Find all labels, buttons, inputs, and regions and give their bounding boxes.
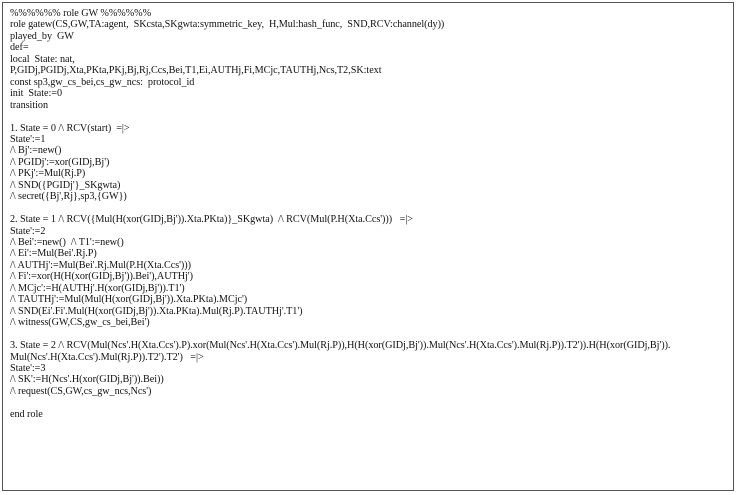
blank-line xyxy=(10,397,727,408)
code-line: def= xyxy=(10,42,29,54)
code-line: /\ AUTHj':=Mul(Bei'.Rj.Mul(P.H(Xta.Ccs'))) xyxy=(10,259,191,271)
code-line: /\ Bei':=new() /\ T1':=new() xyxy=(10,237,124,249)
code-listing xyxy=(10,8,727,420)
code-line: init State:=0 xyxy=(10,88,63,100)
code-line: transition xyxy=(10,99,48,111)
code-line: State':=2 xyxy=(10,225,46,237)
code-line: P,GIDj,PGIDj,Xta,PKta,PKj,Bj,Rj,Ccs,Bei,T1,Ei,AUTHj,Fi,MCjc,TAUTHj,Ncs,T2,SK:text xyxy=(10,65,382,77)
code-line: /\ Ei':=Mul(Bei'.Rj.P) xyxy=(10,248,97,260)
code-line: 1. State = 0 /\ RCV(start) =|> xyxy=(10,122,130,134)
code-line: /\ Bj':=new() xyxy=(10,145,62,157)
code-listing-frame xyxy=(2,2,734,491)
code-line: /\ request(CS,GW,cs_gw_ncs,Ncs') xyxy=(10,385,152,397)
code-line: /\ SND(Ei'.Fi'.Mul(H(xor(GIDj,Bj')).Xta.PKta).Mul(Rj.P).TAUTHj'.T1') xyxy=(10,305,303,317)
code-line: State':=3 xyxy=(10,363,46,374)
code-line: /\ PGIDj':=xor(GIDj,Bj') xyxy=(10,156,110,168)
code-line: 2. State = 1 /\ RCV({Mul(H(xor(GIDj,Bj')).Xta.PKta)}_SKgwta) /\ RCV(Mul(P.H(Xta.Ccs'))) =|> xyxy=(10,214,413,226)
code-line: /\ Fi':=xor(H(H(xor(GIDj,Bj')).Bei'),AUTHj') xyxy=(10,271,193,283)
code-line: %%%%%% role GW %%%%%% xyxy=(10,8,152,19)
blank-line xyxy=(10,203,727,214)
code-line: /\ secret({Bj',Rj},sp3,{GW}) xyxy=(10,191,127,203)
code-line: /\ TAUTHj':=Mul(Mul(H(xor(GIDj,Bj')).Xta.PKta).MCjc') xyxy=(10,294,248,306)
code-line: /\ witness(GW,CS,gw_cs_bei,Bei') xyxy=(10,317,150,329)
code-line: local State: nat, xyxy=(10,53,75,65)
code-line: State':=1 xyxy=(10,133,46,145)
code-line: /\ SK':=H(Ncs'.H(xor(GIDj,Bj')).Bei)) xyxy=(10,374,164,386)
code-line: 3. State = 2 /\ RCV(Mul(Ncs'.H(Xta.Ccs').P).xor(Mul(Ncs'.H(Xta.Ccs').Mul(Rj.P)),H(H(xor(GIDj,Bj')).Mul(Ncs'.H(Xta.Ccs').Mul(Rj.P)).T2')).H(H(xor(GIDj,Bj')). xyxy=(10,340,671,352)
code-line: role gatew(CS,GW,TA:agent, SKcsta,SKgwta:symmetric_key, H,Mul:hash_func, SND,RCV:channel(dy)) xyxy=(10,19,445,31)
code-line: Mul(Ncs'.H(Xta.Ccs').Mul(Rj.P)).T2').T2') =|> xyxy=(10,351,204,363)
code-line: end role xyxy=(10,408,43,420)
code-line: const sp3,gw_cs_bei,cs_gw_ncs: protocol_id xyxy=(10,76,195,88)
code-line: /\ MCjc':=H(AUTHj'.H(xor(GIDj,Bj')).T1') xyxy=(10,282,185,294)
blank-line xyxy=(10,111,727,122)
blank-line xyxy=(10,329,727,340)
code-line: /\ SND({PGIDj'}_SKgwta) xyxy=(10,179,121,191)
code-line: played_by GW xyxy=(10,30,74,42)
code-line: /\ PKj':=Mul(Rj.P) xyxy=(10,168,86,180)
